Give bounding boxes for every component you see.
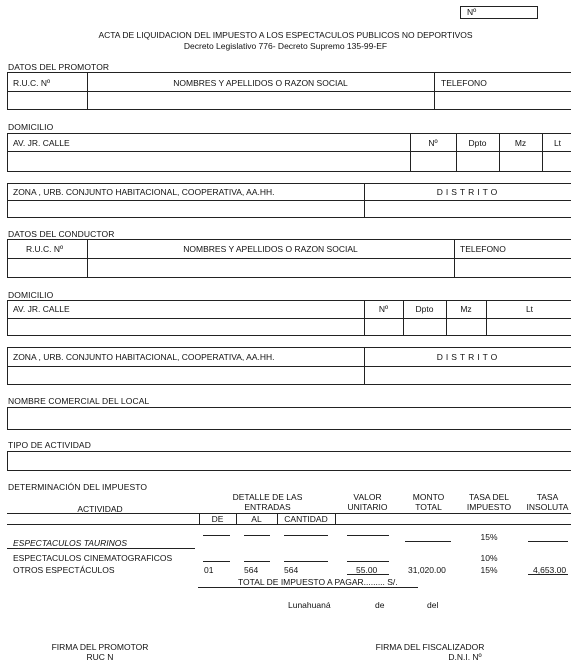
promotor-ruc-label: R.U.C. Nº	[13, 78, 51, 88]
col-tasa-1: TASA DEL	[469, 492, 509, 502]
promotor-telefono-field[interactable]	[435, 92, 571, 109]
row-otros-tasa: 15%	[480, 565, 498, 575]
fecha-de: de	[375, 600, 385, 610]
fecha-del: del	[427, 600, 439, 610]
conductor-nombres-label: NOMBRES Y APELLIDOS O RAZON SOCIAL	[183, 244, 358, 254]
domicilio2-lt-label: Lt	[525, 304, 534, 314]
firma-fiscalizador-label: FIRMA DEL FISCALIZADOR	[375, 642, 485, 652]
domicilio1-calle-label: AV. JR. CALLE	[13, 138, 70, 148]
col-tasa-2: IMPUESTO	[466, 502, 512, 512]
promotor-nombres-field[interactable]	[88, 92, 433, 109]
fecha-lugar: Lunahuaná	[288, 600, 331, 610]
page-title: ACTA DE LIQUIDACION DEL IMPUESTO A LOS ESPECTACULOS PUBLICOS NO DEPORTIVOS	[98, 30, 473, 40]
actividad-section-title: TIPO DE ACTIVIDAD	[8, 440, 91, 450]
col-actividad: ACTIVIDAD	[77, 504, 123, 514]
row-otros-actividad: OTROS ESPECTÁCULOS	[13, 565, 115, 575]
col-valor-1: VALOR	[353, 492, 382, 502]
conductor-ruc-label: R.U.C. Nº	[26, 244, 64, 254]
col-monto-1: MONTO	[412, 492, 445, 502]
domicilio2-section-title: DOMICILIO	[8, 290, 54, 300]
local-section-title: NOMBRE COMERCIAL DEL LOCAL	[8, 396, 150, 406]
domicilio1-lt-label: Lt	[553, 138, 562, 148]
col-detalle-2: ENTRADAS	[244, 502, 291, 512]
row-cine-actividad: ESPECTACULOS CINEMATOGRAFICOS	[13, 553, 173, 563]
col-tasa-insoluta-2: INSOLUTA	[526, 502, 569, 512]
domicilio1-distrito-label: DISTRITO	[436, 187, 501, 197]
promotor-ruc-field[interactable]	[8, 92, 86, 109]
row-cine-tasa: 10%	[480, 553, 498, 563]
firma-promotor-ruc: RUC N	[86, 652, 114, 662]
row-otros-de: 01	[204, 565, 214, 575]
domicilio2-mz-label: Mz	[460, 304, 472, 314]
col-tasa-insoluta-1: TASA	[536, 492, 559, 502]
row-taurinos-tasa: 15%	[480, 532, 498, 542]
domicilio1-zona-label: ZONA , URB. CONJUNTO HABITACIONAL, COOPERATIVA, AA.HH.	[13, 187, 275, 197]
firma-fiscalizador-dni: D.N.I. Nº	[448, 652, 482, 662]
impuesto-section-title: DETERMINACIÓN DEL IMPUESTO	[8, 482, 148, 492]
page-subtitle: Decreto Legislativo 776- Decreto Supremo 135-99-EF	[183, 41, 388, 51]
row-otros-al: 564	[244, 565, 259, 575]
local-name-field[interactable]	[7, 407, 571, 430]
domicilio1-dpto-label: Dpto	[468, 138, 487, 148]
col-detalle-1: DETALLE DE LAS	[232, 492, 303, 502]
conductor-telefono-label: TELEFONO	[460, 244, 506, 254]
promotor-section-title: DATOS DEL PROMOTOR	[8, 62, 110, 72]
domicilio2-distrito-label: DISTRITO	[436, 352, 501, 362]
domicilio2-dpto-label: Dpto	[415, 304, 434, 314]
col-de: DE	[211, 514, 224, 524]
conductor-section-title: DATOS DEL CONDUCTOR	[8, 229, 115, 239]
row-otros-insoluta: 4,653.00	[533, 565, 567, 575]
domicilio1-section-title: DOMICILIO	[8, 122, 54, 132]
promotor-nombres-label: NOMBRES Y APELLIDOS O RAZON SOCIAL	[173, 78, 348, 88]
col-monto-2: TOTAL	[415, 502, 442, 512]
col-al: AL	[251, 514, 262, 524]
col-valor-2: UNITARIO	[347, 502, 388, 512]
row-taurinos-actividad: ESPECTACULOS TAURINOS	[13, 538, 127, 548]
col-cantidad: CANTIDAD	[284, 514, 328, 524]
total-impuesto-label: TOTAL DE IMPUESTO A PAGAR......... S/.	[238, 577, 398, 587]
row-otros-monto: 31,020.00	[408, 565, 446, 575]
domicilio1-numero-label: Nº	[428, 138, 438, 148]
promotor-telefono-label: TELEFONO	[441, 78, 487, 88]
row-otros-cantidad: 564	[284, 565, 299, 575]
acta-number-label: Nº	[467, 7, 477, 17]
firma-promotor-label: FIRMA DEL PROMOTOR	[51, 642, 149, 652]
row-otros-valor: 55.00	[356, 565, 378, 575]
actividad-field[interactable]	[7, 451, 571, 471]
domicilio1-mz-label: Mz	[514, 138, 527, 148]
domicilio2-zona-label: ZONA , URB. CONJUNTO HABITACIONAL, COOPERATIVA, AA.HH.	[13, 352, 275, 362]
domicilio2-numero-label: Nº	[378, 304, 389, 314]
domicilio2-calle-label: AV. JR. CALLE	[13, 304, 70, 314]
